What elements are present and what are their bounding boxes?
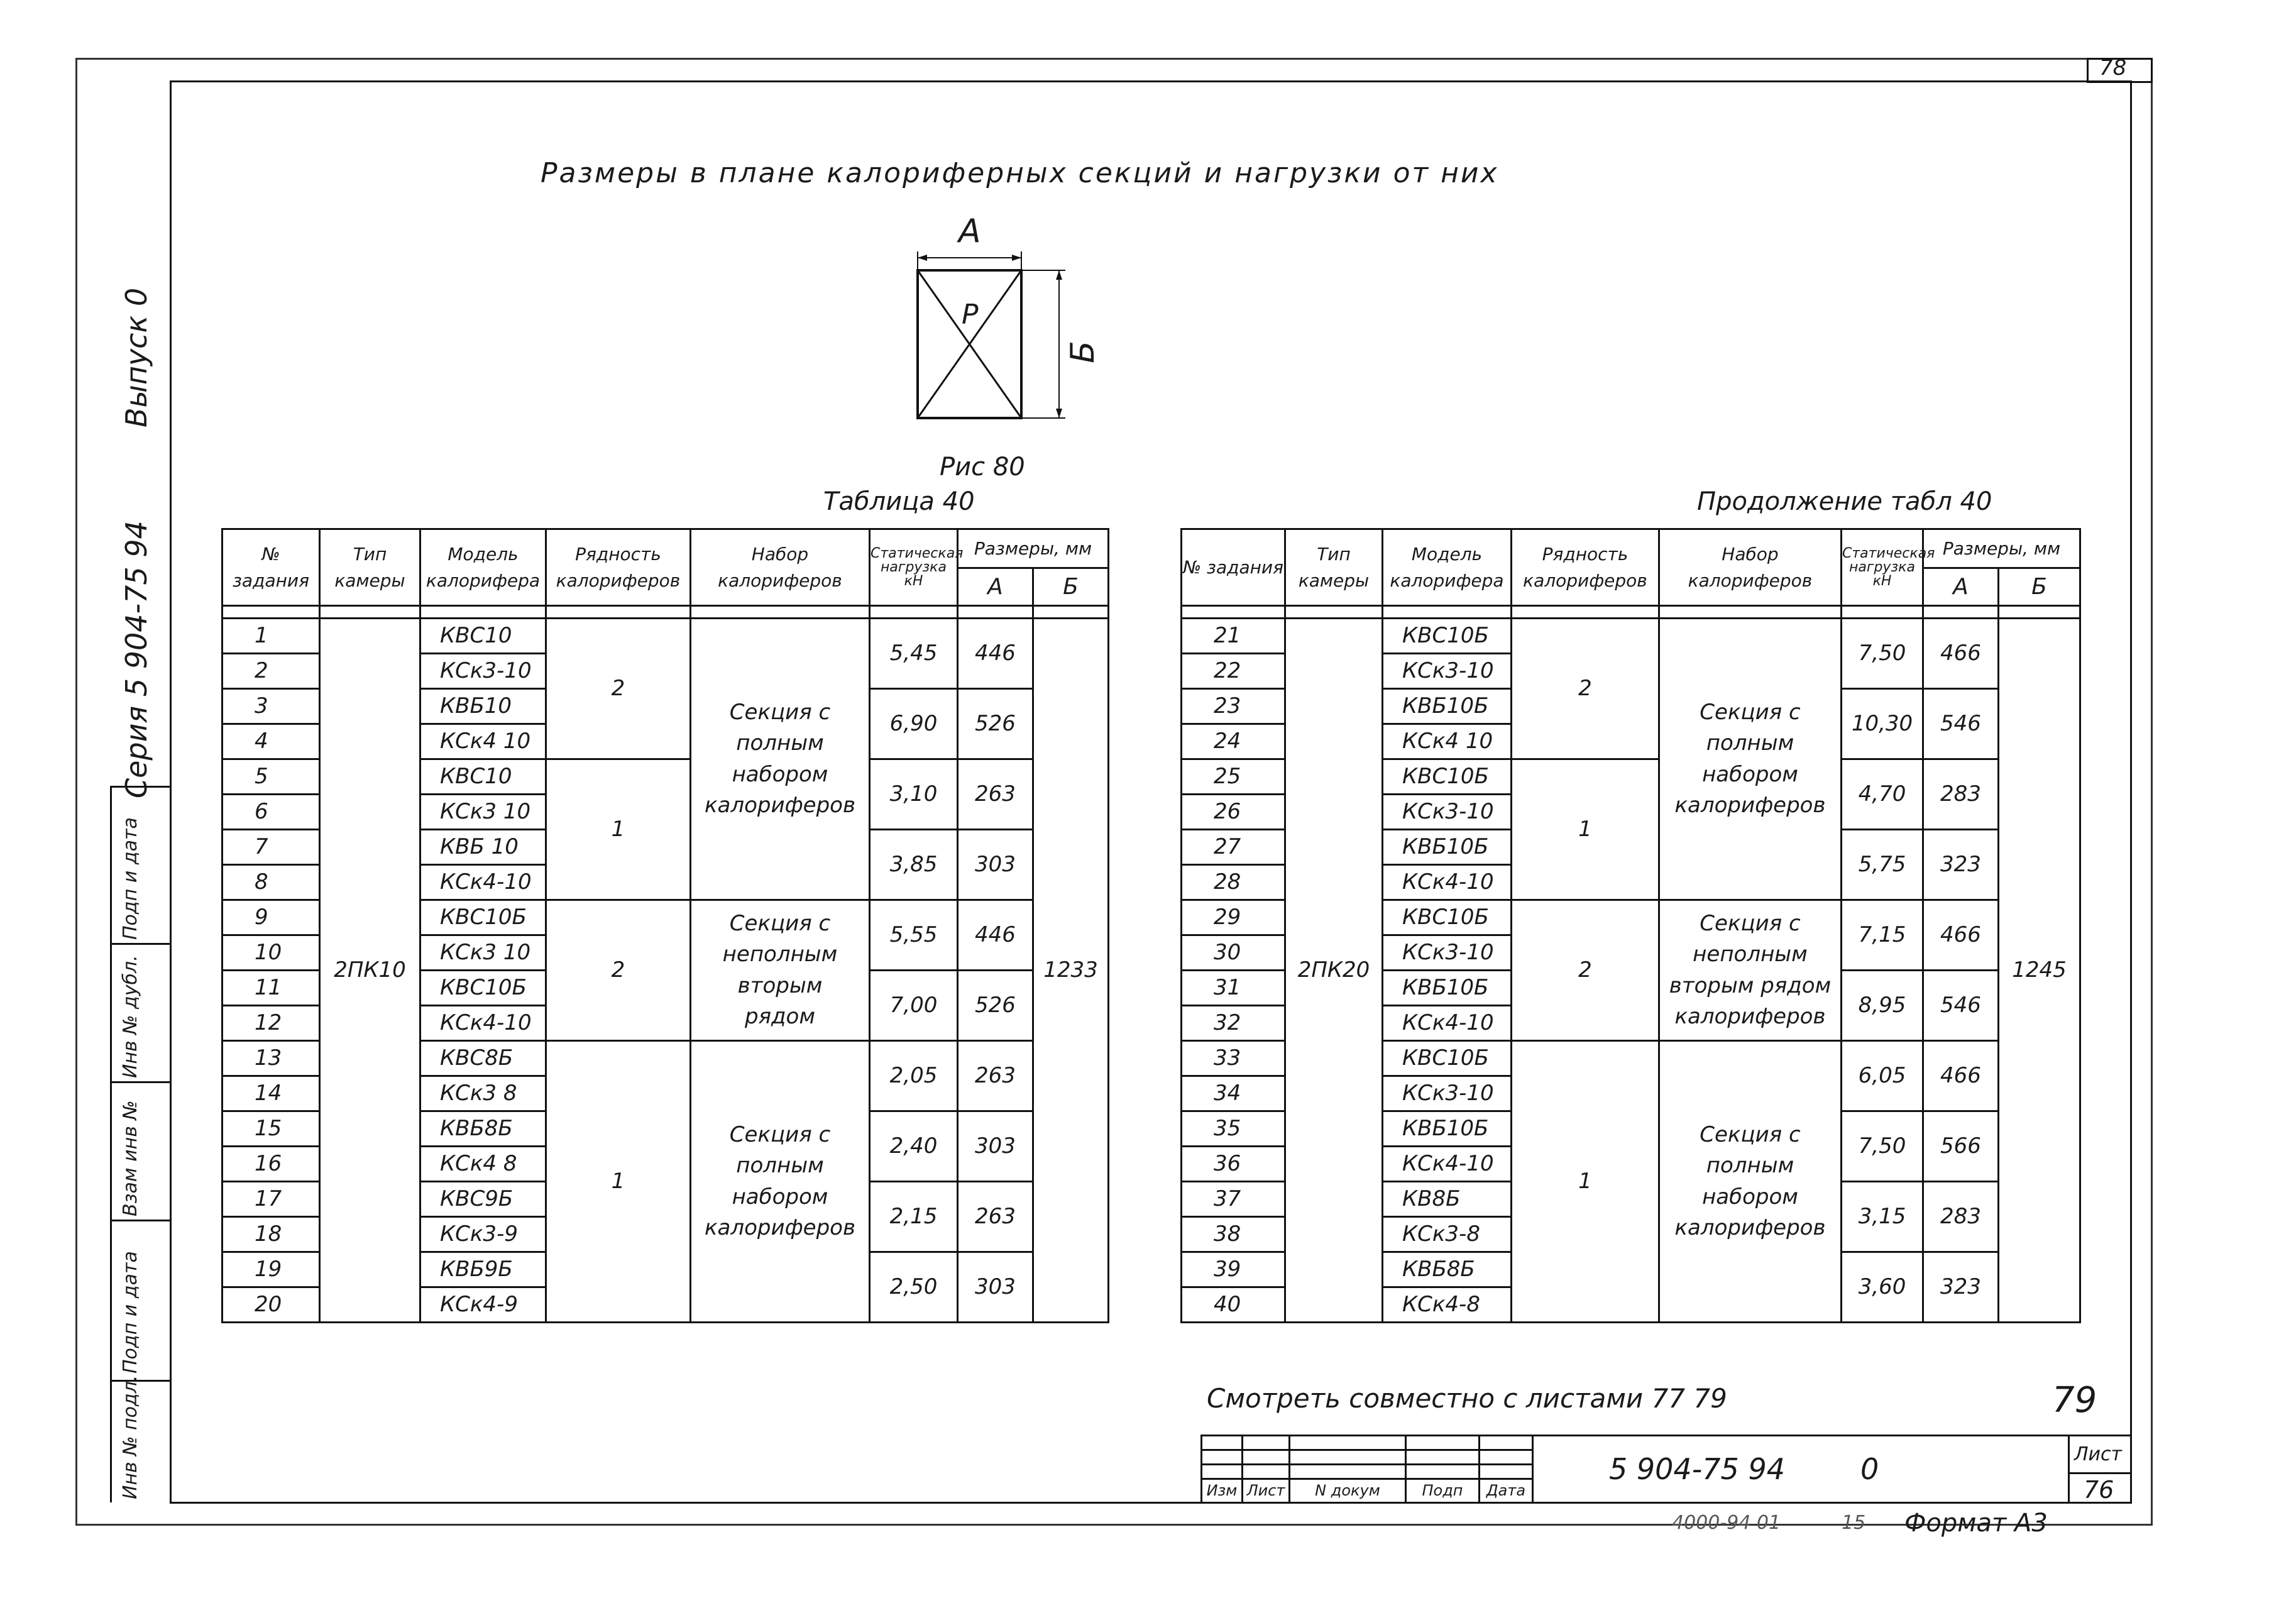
heater-model: КВБ8Б xyxy=(420,1111,546,1147)
series-label: Серия 5 904-75 94 xyxy=(119,521,153,798)
load-table-part-1 xyxy=(221,528,1109,1323)
corner-number: 78 xyxy=(2099,55,2127,80)
tb-revision: 0 xyxy=(1860,1452,1879,1486)
static-load: 2,05 xyxy=(870,1041,958,1111)
dimension-a: 263 xyxy=(958,1041,1033,1111)
heater-model: КВС10 xyxy=(420,619,546,654)
dimension-a: 526 xyxy=(958,971,1033,1041)
row-number: 26 xyxy=(1182,795,1285,830)
static-load: 7,00 xyxy=(870,971,958,1041)
heater-set: Секция с неполным вторым рядом калориферов xyxy=(1659,900,1842,1041)
heater-model: КСк4-10 xyxy=(1383,865,1512,900)
dimension-a: 546 xyxy=(1923,689,1999,759)
static-load: 6,05 xyxy=(1842,1041,1923,1111)
dimension-a: 283 xyxy=(1923,1182,1999,1252)
camera-type: 2ПК20 xyxy=(1285,619,1383,1323)
side-field-1: Инв № подл. xyxy=(119,1375,141,1499)
tb-col-izm: Изм xyxy=(1202,1479,1243,1503)
tb-col-date: Дата xyxy=(1480,1479,1533,1503)
heater-model: КВБ10Б xyxy=(1383,830,1512,865)
rows-count: 1 xyxy=(1512,1041,1659,1323)
row-number: 38 xyxy=(1182,1217,1285,1252)
footer-format: Формат А3 xyxy=(1904,1509,2048,1538)
row-number: 8 xyxy=(222,865,320,900)
dimension-a: 566 xyxy=(1923,1111,1999,1182)
header-rows-count: Рядность калориферов xyxy=(1512,529,1659,606)
static-load: 2,15 xyxy=(870,1182,958,1252)
header-load: Статическая нагрузка кН xyxy=(870,529,958,606)
static-load: 2,50 xyxy=(870,1252,958,1323)
header-model: Модель калорифера xyxy=(1383,529,1512,606)
rows-count: 2 xyxy=(546,619,691,759)
dimension-a: 323 xyxy=(1923,830,1999,900)
header-dim-a: А xyxy=(1923,568,1999,606)
dimension-a: 303 xyxy=(958,1252,1033,1323)
row-number: 1 xyxy=(222,619,320,654)
heater-model: КВБ10Б xyxy=(1383,971,1512,1006)
header-rows-count: Рядность калориферов xyxy=(546,529,691,606)
static-load: 5,75 xyxy=(1842,830,1923,900)
static-load: 6,90 xyxy=(870,689,958,759)
issue-label: Выпуск 0 xyxy=(119,287,153,427)
row-number: 23 xyxy=(1182,689,1285,724)
rows-count: 2 xyxy=(1512,619,1659,759)
heater-model: КСк3 8 xyxy=(420,1076,546,1111)
side-strip-line xyxy=(110,786,112,1502)
heater-model: КСк3-8 xyxy=(1383,1217,1512,1252)
tb-col-sign: Подп xyxy=(1406,1479,1480,1503)
row-number: 6 xyxy=(222,795,320,830)
row-number: 10 xyxy=(222,935,320,971)
static-load: 10,30 xyxy=(1842,689,1923,759)
heater-model: КВБ9Б xyxy=(420,1252,546,1287)
row-number: 31 xyxy=(1182,971,1285,1006)
dimension-a: 303 xyxy=(958,830,1033,900)
table2-body xyxy=(1182,619,2080,1323)
header-dim-b: Б xyxy=(1999,568,2080,606)
heater-model: КВ8Б xyxy=(1383,1182,1512,1217)
cross-reference-note: Смотреть совместно с листами 77 79 xyxy=(1207,1383,1727,1414)
row-number: 12 xyxy=(222,1006,320,1041)
rows-count: 2 xyxy=(546,900,691,1041)
dimension-a: 263 xyxy=(958,1182,1033,1252)
rows-count: 2 xyxy=(1512,900,1659,1041)
rows-count: 1 xyxy=(546,1041,691,1323)
load-table-part-2 xyxy=(1180,528,2081,1323)
dimension-a: 546 xyxy=(1923,971,1999,1041)
static-load: 4,70 xyxy=(1842,759,1923,830)
heater-set: Секция с полным набором калориферов xyxy=(691,619,870,900)
tb-col-doc: N докум xyxy=(1290,1479,1406,1503)
header-dim-a: А xyxy=(958,568,1033,606)
header-dim-b: Б xyxy=(1033,568,1109,606)
row-number: 7 xyxy=(222,830,320,865)
heater-model: КСк4-10 xyxy=(420,1006,546,1041)
header-camera-type: Тип камеры xyxy=(320,529,420,606)
heater-model: КСк3-10 xyxy=(1383,795,1512,830)
header-set: Набор калориферов xyxy=(1659,529,1842,606)
heater-model: КВБ10Б xyxy=(1383,689,1512,724)
dimension-a: 303 xyxy=(958,1111,1033,1182)
heater-model: КСк4 10 xyxy=(1383,724,1512,759)
row-number: 28 xyxy=(1182,865,1285,900)
dimension-a: 446 xyxy=(958,619,1033,689)
heater-model: КВБ 10 xyxy=(420,830,546,865)
heater-model: КСк3-10 xyxy=(420,654,546,689)
static-load: 3,15 xyxy=(1842,1182,1923,1252)
heater-model: КСк3-10 xyxy=(1383,1076,1512,1111)
static-load: 8,95 xyxy=(1842,971,1923,1041)
dimension-b: 1233 xyxy=(1033,619,1109,1323)
heater-model: КВС10Б xyxy=(1383,759,1512,795)
row-number: 9 xyxy=(222,900,320,935)
heater-model: КСк4 8 xyxy=(420,1147,546,1182)
side-strip-sep-2 xyxy=(110,943,170,945)
handwritten-number: 79 xyxy=(2052,1380,2097,1421)
row-number: 37 xyxy=(1182,1182,1285,1217)
row-number: 14 xyxy=(222,1076,320,1111)
row-number: 35 xyxy=(1182,1111,1285,1147)
static-load: 2,40 xyxy=(870,1111,958,1182)
row-number: 13 xyxy=(222,1041,320,1076)
static-load: 5,45 xyxy=(870,619,958,689)
static-load: 3,85 xyxy=(870,830,958,900)
dimension-a: 466 xyxy=(1923,1041,1999,1111)
heater-model: КВС10Б xyxy=(1383,619,1512,654)
page-title: Размеры в плане калориферных секций и нагрузки от них xyxy=(541,157,1499,189)
tb-code: 5 904-75 94 xyxy=(1609,1452,1785,1486)
static-load: 5,55 xyxy=(870,900,958,971)
dimension-a: 323 xyxy=(1923,1252,1999,1323)
heater-set: Секция с полным набором калориферов xyxy=(1659,619,1842,900)
static-load: 7,50 xyxy=(1842,1111,1923,1182)
row-number: 40 xyxy=(1182,1287,1285,1323)
header-dimensions: Размеры, мм xyxy=(1923,529,2080,568)
tb-sheet-hdivider xyxy=(2068,1472,2132,1474)
row-number: 17 xyxy=(222,1182,320,1217)
heater-set: Секция с неполным вторым рядом xyxy=(691,900,870,1041)
row-number: 27 xyxy=(1182,830,1285,865)
heater-model: КВБ10 xyxy=(420,689,546,724)
header-set: Набор калориферов xyxy=(691,529,870,606)
row-number: 4 xyxy=(222,724,320,759)
heater-model: КСк4-9 xyxy=(420,1287,546,1323)
rows-count: 1 xyxy=(546,759,691,900)
heater-model: КВС10 xyxy=(420,759,546,795)
row-number: 25 xyxy=(1182,759,1285,795)
header-model: Модель калорифера xyxy=(420,529,546,606)
row-number: 36 xyxy=(1182,1147,1285,1182)
header-no: № задания xyxy=(222,529,320,606)
heater-model: КСк4-10 xyxy=(1383,1147,1512,1182)
heater-model: КСк3-10 xyxy=(1383,654,1512,689)
static-load: 3,60 xyxy=(1842,1252,1923,1323)
tb-col-list: Лист xyxy=(1243,1479,1290,1503)
dimension-a: 263 xyxy=(958,759,1033,830)
row-number: 11 xyxy=(222,971,320,1006)
heater-model: КВС10Б xyxy=(1383,900,1512,935)
row-number: 18 xyxy=(222,1217,320,1252)
side-strip-sep-4 xyxy=(110,1220,170,1221)
table-row xyxy=(222,619,1109,654)
heater-model: КВС10Б xyxy=(420,971,546,1006)
side-field-3: Взам инв № xyxy=(119,1100,141,1216)
row-number: 19 xyxy=(222,1252,320,1287)
side-field-4: Инв № дубл. xyxy=(119,955,141,1078)
row-number: 39 xyxy=(1182,1252,1285,1287)
figure-dim-b: Б xyxy=(1063,341,1102,363)
header-no: № задания xyxy=(1182,529,1285,606)
header-dimensions: Размеры, мм xyxy=(958,529,1109,568)
table-row xyxy=(1182,619,2080,654)
tb-sheet-number: 76 xyxy=(2084,1476,2114,1504)
row-number: 21 xyxy=(1182,619,1285,654)
heater-model: КСк3 10 xyxy=(420,795,546,830)
section-plan-figure xyxy=(899,214,1100,434)
rows-count: 1 xyxy=(1512,759,1659,900)
table1-title: Таблица 40 xyxy=(823,487,975,516)
static-load: 7,15 xyxy=(1842,900,1923,971)
heater-model: КСк3-9 xyxy=(420,1217,546,1252)
row-number: 33 xyxy=(1182,1041,1285,1076)
dimension-b: 1245 xyxy=(1999,619,2080,1323)
table1-body xyxy=(222,619,1109,1323)
dimension-a: 283 xyxy=(1923,759,1999,830)
heater-model: КСк4-10 xyxy=(420,865,546,900)
heater-model: КВС8Б xyxy=(420,1041,546,1076)
dimension-a: 526 xyxy=(958,689,1033,759)
row-number: 3 xyxy=(222,689,320,724)
row-number: 22 xyxy=(1182,654,1285,689)
figure-load-label: Р xyxy=(962,299,979,331)
heater-model: КВС9Б xyxy=(420,1182,546,1217)
heater-model: КСк3 10 xyxy=(420,935,546,971)
row-number: 34 xyxy=(1182,1076,1285,1111)
heater-set: Секция с полным набором калориферов xyxy=(1659,1041,1842,1323)
heater-set: Секция с полным набором калориферов xyxy=(691,1041,870,1323)
row-number: 2 xyxy=(222,654,320,689)
heater-model: КСк4-10 xyxy=(1383,1006,1512,1041)
row-number: 32 xyxy=(1182,1006,1285,1041)
figure-dim-a: А xyxy=(958,212,981,250)
header-load: Статическая нагрузка кН xyxy=(1842,529,1923,606)
camera-type: 2ПК10 xyxy=(320,619,420,1323)
row-number: 24 xyxy=(1182,724,1285,759)
footer-mark: 15 xyxy=(1842,1512,1866,1534)
tb-sheet-label: Лист xyxy=(2074,1443,2123,1465)
row-number: 20 xyxy=(222,1287,320,1323)
side-strip-sep-3 xyxy=(110,1081,170,1083)
static-load: 7,50 xyxy=(1842,619,1923,689)
heater-model: КВС10Б xyxy=(420,900,546,935)
tb-sheet-divider xyxy=(2068,1435,2070,1504)
revision-table xyxy=(1200,1435,1534,1504)
heater-model: КВС10Б xyxy=(1383,1041,1512,1076)
heater-model: КВБ8Б xyxy=(1383,1252,1512,1287)
row-number: 30 xyxy=(1182,935,1285,971)
row-number: 5 xyxy=(222,759,320,795)
side-field-2: Подп и дата xyxy=(119,1251,141,1374)
dimension-a: 466 xyxy=(1923,619,1999,689)
heater-model: КСк3-10 xyxy=(1383,935,1512,971)
heater-model: КВБ10Б xyxy=(1383,1111,1512,1147)
row-number: 15 xyxy=(222,1111,320,1147)
dimension-a: 466 xyxy=(1923,900,1999,971)
row-number: 16 xyxy=(222,1147,320,1182)
dimension-a: 446 xyxy=(958,900,1033,971)
side-field-5: Подп и дата xyxy=(119,817,141,940)
heater-model: КСк4-8 xyxy=(1383,1287,1512,1323)
figure-caption: Рис 80 xyxy=(940,453,1025,482)
static-load: 3,10 xyxy=(870,759,958,830)
header-camera-type: Тип камеры xyxy=(1285,529,1383,606)
table2-title: Продолжение табл 40 xyxy=(1697,487,1992,516)
heater-model: КСк4 10 xyxy=(420,724,546,759)
row-number: 29 xyxy=(1182,900,1285,935)
footer-stamp: 4000-94 01 xyxy=(1672,1512,1781,1534)
